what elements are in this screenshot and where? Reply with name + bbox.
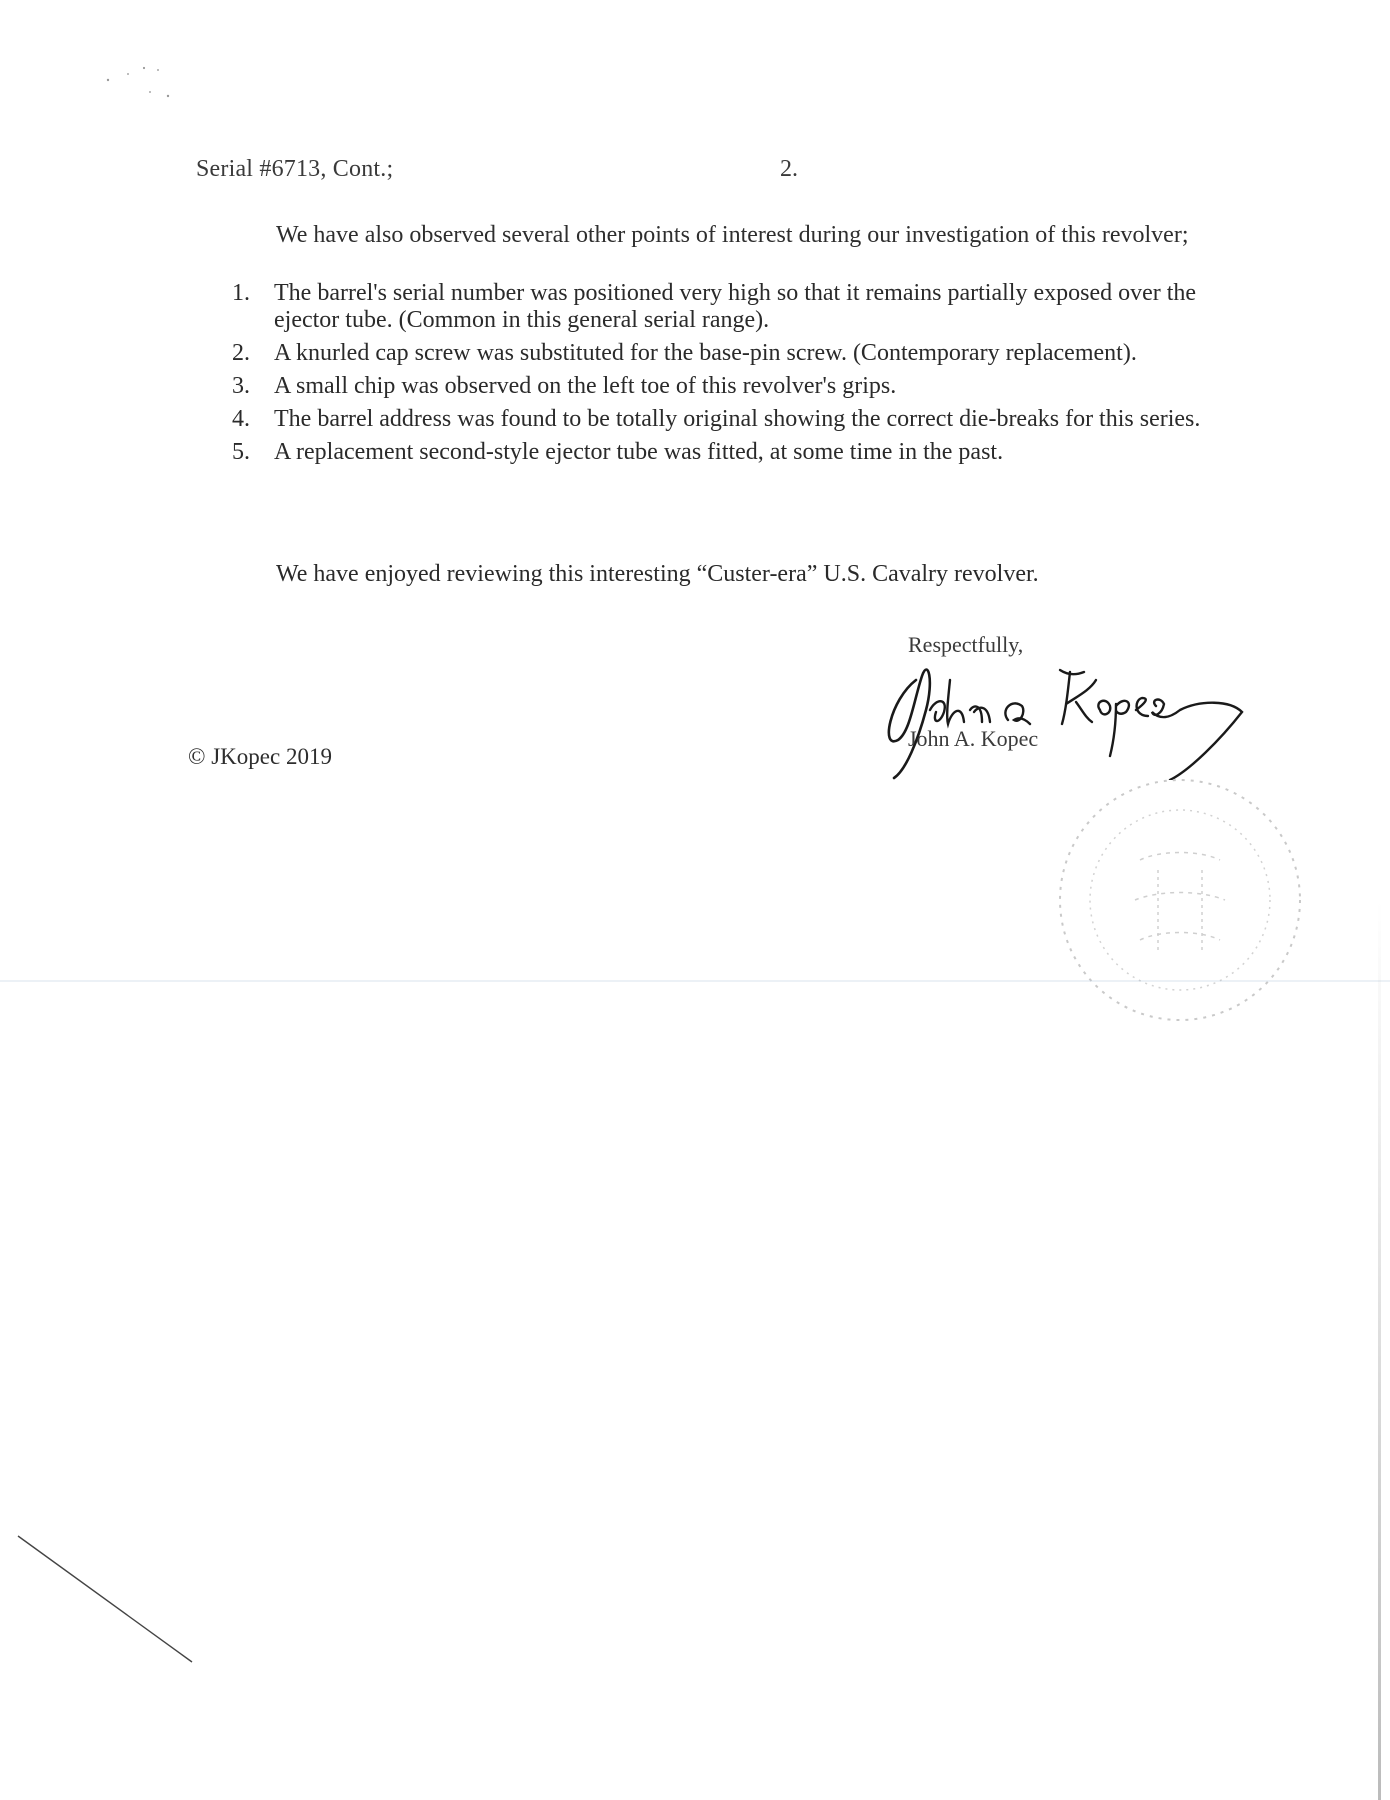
pencil-slash-mark (10, 1530, 200, 1670)
embossed-seal (1040, 760, 1320, 1040)
list-item-number: 1. (232, 280, 250, 306)
list-item-number: 5. (232, 439, 250, 465)
intro-text: We have also observed several other points of interest during our investigation of this revolver; (276, 222, 1189, 248)
list-item-number: 3. (232, 373, 250, 399)
intro-paragraph (196, 220, 1256, 250)
list-item-text: A small chip was observed on the left toe of this revolver's grips. (274, 373, 897, 399)
scan-artifact-band (0, 980, 1390, 982)
serial-header: Serial #6713, Cont.; (196, 156, 394, 182)
list-item-text: A knurled cap screw was substituted for the base-pin screw. (Contemporary replacement). (274, 340, 1137, 366)
list-item-number: 2. (232, 340, 250, 366)
copyright-notice: © JKopec 2019 (188, 744, 332, 769)
closing-sentence: We have enjoyed reviewing this interesting “Custer-era” U.S. Cavalry revolver. (276, 561, 1039, 587)
list-item-text: A replacement second-style ejector tube was fitted, at some time in the past. (274, 439, 1004, 465)
handwritten-signature (870, 640, 1250, 780)
scan-speckle-mark (100, 60, 200, 110)
list-item (232, 373, 1262, 400)
list-item (232, 340, 1262, 367)
salutation: Respectfully, (908, 632, 1024, 657)
page-edge-shadow (1378, 900, 1381, 1800)
list-item-number: 4. (232, 406, 250, 432)
list-item (232, 280, 1262, 334)
list-item-text: The barrel address was found to be totally original showing the correct die-breaks for this series. (274, 406, 1201, 432)
list-item (232, 406, 1262, 433)
observations-list (232, 280, 1262, 472)
list-item (232, 439, 1262, 466)
signer-name: John A. Kopec (908, 726, 1039, 751)
page-number: 2. (780, 156, 798, 182)
list-item-text: The barrel's serial number was positioned very high so that it remains partially exposed over the ejector tube. (Common in this general serial range). (274, 280, 1197, 333)
